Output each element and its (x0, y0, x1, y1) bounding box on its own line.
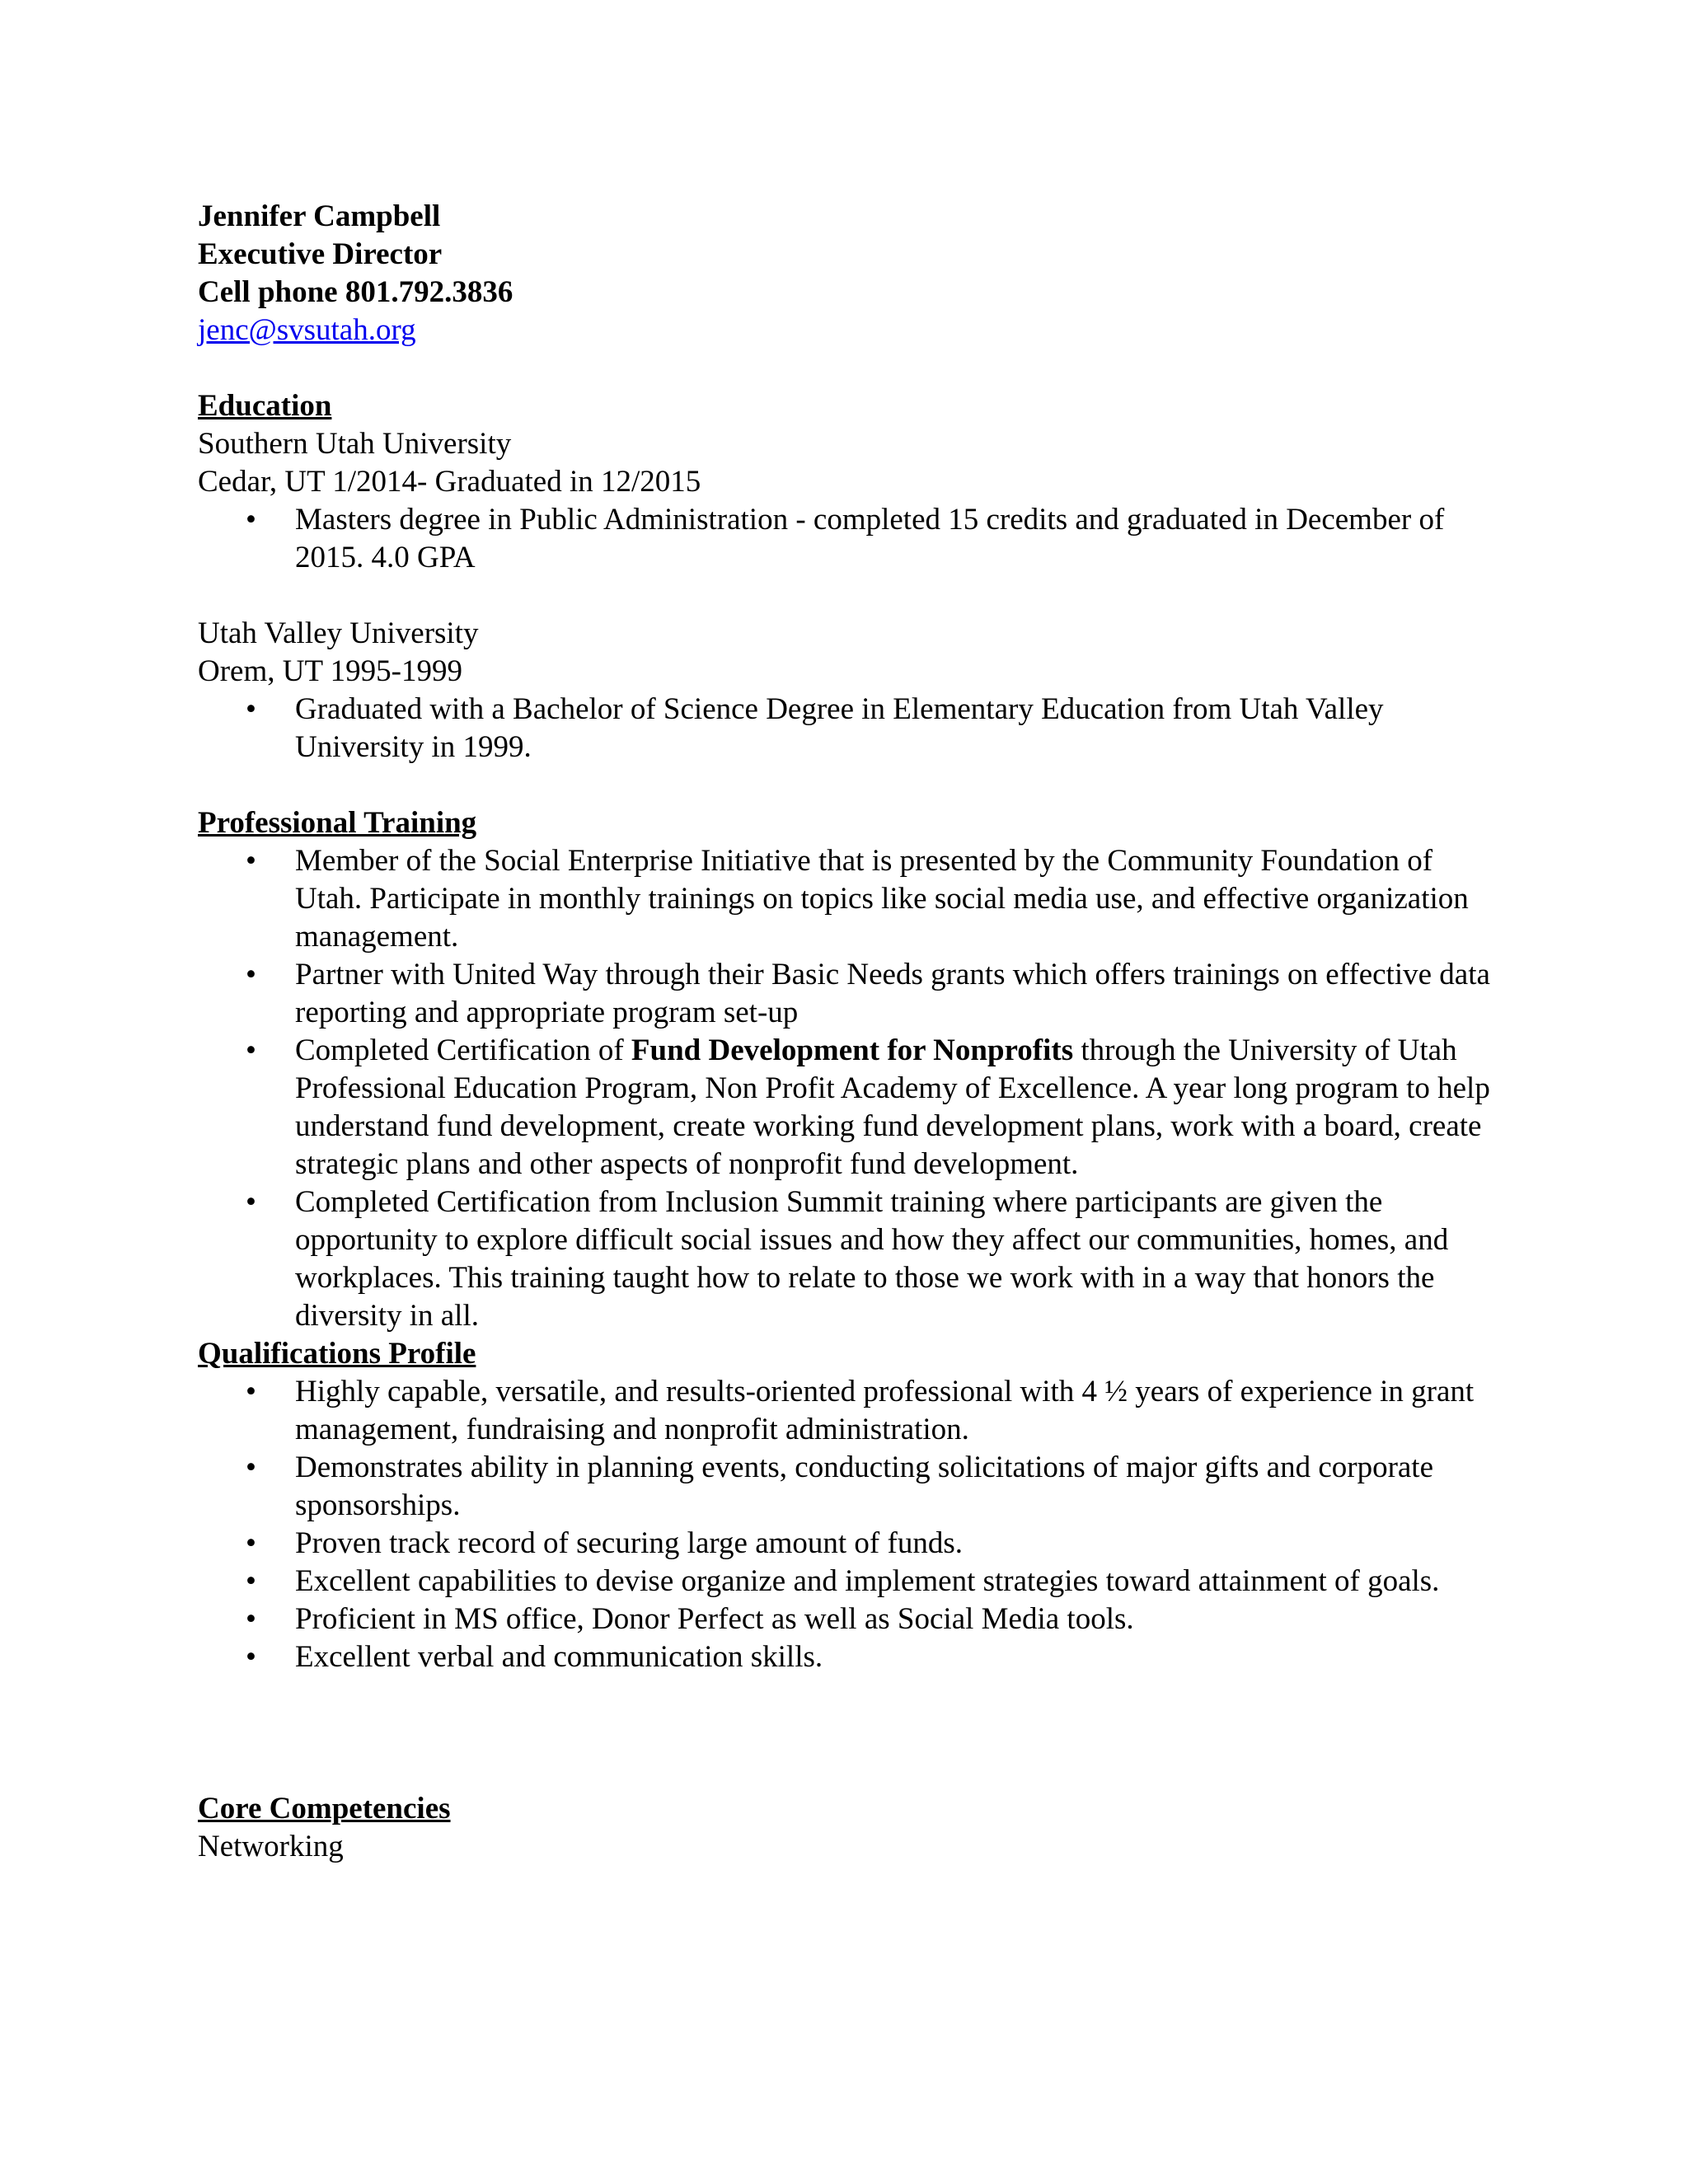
training-heading: Professional Training (198, 806, 477, 840)
qualifications-bullets (198, 1373, 1500, 1676)
bullet-icon: • (246, 958, 256, 991)
bullet-icon: • (246, 1602, 256, 1636)
training-section (198, 804, 1500, 1335)
list-item: • Masters degree in Public Administration - completed 15 credits and graduated in December of 2015. 4.0 GPA (246, 503, 1445, 574)
school-bullets (198, 691, 1500, 766)
cert-name: Fund Development for Nonprofits (631, 1033, 1074, 1067)
candidate-name: Jennifer Campbell (198, 199, 441, 233)
education-heading: Education (198, 389, 332, 423)
phone-number: Cell phone 801.792.3836 (198, 275, 513, 309)
bullet-icon: • (246, 1564, 256, 1598)
spacer (198, 349, 1500, 387)
list-item: • Proficient in MS office, Donor Perfect as well as Social Media tools. (198, 1601, 1500, 1638)
contact-block (198, 198, 1500, 349)
list-item: • Proven track record of securing large amount of funds. (198, 1525, 1500, 1563)
training-bullets (198, 842, 1500, 1335)
spacer (198, 1676, 1500, 1790)
education-section (198, 387, 1500, 766)
spacer (198, 766, 1500, 804)
competencies-section (198, 1790, 1500, 1866)
list-item: • Graduated with a Bachelor of Science Degree in Elementary Education from Utah Valley University in 1999. (246, 692, 1384, 764)
school-detail: Orem, UT 1995-1999 (198, 654, 462, 688)
list-item: • Excellent capabilities to devise organize and implement strategies toward attainment of goals. (198, 1563, 1500, 1601)
school-name: Utah Valley University (198, 616, 479, 650)
list-item: • Completed Certification of Fund Development for Nonprofits through the University of Utah Professional Education Program, Non Profit Academy of Excellence. A year long program to help understand fund development, create working fund development plans, work with a board, create strategic plans and other aspects of nonprofit fund development. (246, 1033, 1490, 1181)
list-item: • Partner with United Way through their Basic Needs grants which offers trainings on effective data reporting and appropriate program set-up (246, 958, 1490, 1029)
competencies-heading: Core Competencies (198, 1792, 451, 1825)
bullet-icon: • (246, 1375, 256, 1408)
list-item: • Highly capable, versatile, and results-oriented professional with 4 ½ years of experience in grant management, fundraising and nonprofit administration. (246, 1375, 1475, 1446)
school-detail: Cedar, UT 1/2014- Graduated in 12/2015 (198, 465, 701, 499)
bullet-icon: • (246, 1640, 256, 1674)
list-item: • Demonstrates ability in planning events, conducting solicitations of major gifts and corporate sponsorships. (246, 1451, 1434, 1522)
spacer (198, 577, 1500, 615)
bullet-icon: • (246, 503, 256, 537)
bullet-icon: • (246, 1451, 256, 1484)
list-item: • Completed Certification from Inclusion Summit training where participants are given the opportunity to explore difficult social issues and how they affect our communities, homes, and workplaces. This training taught how to relate to those we work with in a way that honors the diversity in all. (246, 1185, 1449, 1333)
qualifications-section (198, 1335, 1500, 1676)
email-link[interactable]: jenc@svsutah.org (198, 313, 416, 347)
bullet-icon: • (246, 692, 256, 726)
job-title: Executive Director (198, 237, 443, 271)
school-name: Southern Utah University (198, 427, 512, 461)
competency-item: Networking (198, 1830, 344, 1863)
bullet-icon: • (246, 1185, 256, 1219)
bullet-icon: • (246, 1033, 256, 1067)
resume-page (198, 198, 1500, 1866)
qualifications-heading: Qualifications Profile (198, 1337, 476, 1371)
bullet-icon: • (246, 844, 256, 878)
school-bullets (198, 501, 1500, 577)
list-item: • Excellent verbal and communication skills. (198, 1638, 1500, 1676)
bullet-icon: • (246, 1526, 256, 1560)
list-item: • Member of the Social Enterprise Initiative that is presented by the Community Foundation of Utah. Participate in monthly trainings on topics like social media use, and effective organization management. (246, 844, 1469, 954)
